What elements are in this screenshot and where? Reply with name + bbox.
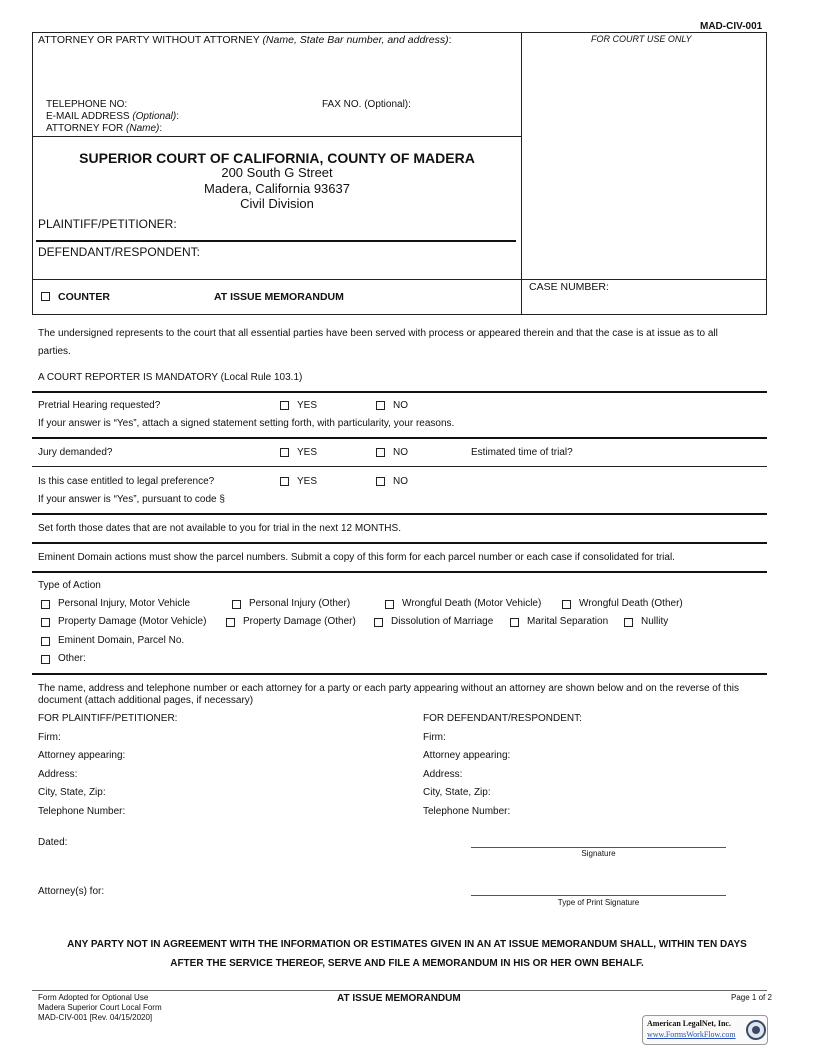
rule-4	[32, 513, 767, 515]
court-division: Civil Division	[240, 196, 314, 211]
trial-estimate-label: Estimated time of trial?	[471, 447, 573, 458]
footer-page: Page 1 of 2	[731, 993, 772, 1002]
rule-6	[32, 571, 767, 573]
footer-title: AT ISSUE MEMORANDUM	[337, 993, 461, 1004]
print-signature-line[interactable]	[471, 895, 726, 896]
caption-right-border	[766, 32, 767, 315]
attorney-for-label: ATTORNEY FOR (Name):	[46, 123, 163, 134]
defendant-label: DEFENDANT/RESPONDENT:	[38, 245, 201, 259]
attorneys-for-label: Attorney(s) for:	[38, 886, 105, 897]
eminent-domain-label: Eminent Domain, Parcel No.	[58, 635, 185, 646]
pretrial-no-label: NO	[393, 400, 408, 411]
pd-other-label: Property Damage (Other)	[243, 616, 356, 627]
pretrial-no-checkbox[interactable]	[376, 401, 385, 410]
defendant-phone-label: Telephone Number:	[423, 806, 511, 817]
parties-intro: The name, address and telephone number or each attorney for a party or each party appearing without an attorney are shown below and on the reverse of this document (attach additional pages, if necessary)	[38, 683, 739, 706]
wd-motor-vehicle-checkbox[interactable]	[385, 600, 394, 609]
defendant-attorney-label: Attorney appearing:	[423, 750, 511, 761]
plaintiff-block-title: FOR PLAINTIFF/PETITIONER:	[38, 713, 178, 724]
footer-rev: MAD-CIV-001 [Rev. 04/15/2020]	[38, 1013, 153, 1022]
wd-other-checkbox[interactable]	[562, 600, 571, 609]
pi-motor-vehicle-label: Personal Injury, Motor Vehicle	[58, 598, 191, 609]
memo-title: AT ISSUE MEMORANDUM	[214, 291, 344, 303]
jury-no-checkbox[interactable]	[376, 448, 385, 457]
caption-bottom-border	[32, 314, 767, 315]
preference-note: If your answer is “Yes”, pursuant to code §	[38, 494, 225, 505]
jury-no-label: NO	[393, 447, 408, 458]
rule-2	[32, 437, 767, 439]
rule-1	[32, 391, 767, 393]
nullity-label: Nullity	[641, 616, 669, 627]
pd-motor-vehicle-label: Property Damage (Motor Vehicle)	[58, 616, 207, 627]
preference-no-label: NO	[393, 476, 408, 487]
counter-checkbox[interactable]	[41, 292, 50, 301]
attorney-box-bottom	[32, 136, 522, 137]
defendant-firm-label: Firm:	[423, 732, 446, 743]
attorney-header: ATTORNEY OR PARTY WITHOUT ATTORNEY (Name, State Bar number, and address):	[38, 34, 452, 46]
eminent-domain-notice: Eminent Domain actions must show the parcel numbers. Submit a copy of this form for each parcel number or each case if consolidated for trial.	[38, 552, 675, 563]
pi-other-checkbox[interactable]	[232, 600, 241, 609]
legalnet-logo[interactable]	[642, 1015, 768, 1045]
logo-globe-icon	[745, 1019, 767, 1041]
warning-line-2: AFTER THE SERVICE THEREOF, SERVE AND FILE A MEMORANDUM IN HIS OR HER OWN BEHALF.	[170, 958, 644, 969]
counter-label: COUNTER	[58, 291, 110, 303]
plaintiff-label: PLAINTIFF/PETITIONER:	[38, 217, 177, 231]
preference-yes-label: YES	[297, 476, 318, 487]
intro-line-2: parties.	[38, 346, 71, 357]
pi-other-label: Personal Injury (Other)	[249, 598, 351, 609]
marital-separation-label: Marital Separation	[527, 616, 609, 627]
defendant-city-label: City, State, Zip:	[423, 787, 491, 798]
eminent-domain-checkbox[interactable]	[41, 637, 50, 646]
court-city: Madera, California 93637	[204, 181, 350, 196]
defendant-block-title: FOR DEFENDANT/RESPONDENT:	[423, 713, 582, 724]
footer-local: Madera Superior Court Local Form	[38, 1003, 162, 1012]
wd-motor-vehicle-label: Wrongful Death (Motor Vehicle)	[402, 598, 542, 609]
signature-line[interactable]	[471, 847, 726, 848]
type-of-action-label: Type of Action	[38, 580, 101, 591]
pd-motor-vehicle-checkbox[interactable]	[41, 618, 50, 627]
wd-other-label: Wrongful Death (Other)	[579, 598, 683, 609]
intro-line-1: The undersigned represents to the court that all essential parties have been served with process or appeared therein and that the case is at issue as to all	[38, 328, 718, 339]
rule-5	[32, 542, 767, 544]
pd-other-checkbox[interactable]	[226, 618, 235, 627]
pretrial-question: Pretrial Hearing requested?	[38, 400, 161, 411]
pretrial-yes-checkbox[interactable]	[280, 401, 289, 410]
email-label: E-MAIL ADDRESS (Optional):	[46, 111, 180, 122]
fax-label: FAX NO. (Optional):	[322, 99, 411, 110]
reporter-notice: A COURT REPORTER IS MANDATORY (Local Rule 103.1)	[38, 372, 303, 383]
rule-3	[32, 466, 767, 467]
court-use-label: FOR COURT USE ONLY	[591, 34, 692, 44]
dated-label: Dated:	[38, 837, 68, 848]
nullity-checkbox[interactable]	[624, 618, 633, 627]
plaintiff-address-label: Address:	[38, 769, 78, 780]
form-id: MAD-CIV-001	[700, 21, 763, 32]
court-box-bottom	[32, 279, 767, 280]
other-label: Other:	[58, 653, 86, 664]
caption-top-border	[32, 32, 767, 33]
plaintiff-firm-label: Firm:	[38, 732, 61, 743]
party-divider	[36, 240, 516, 242]
unavailable-dates: Set forth those dates that are not available to you for trial in the next 12 MONTHS.	[38, 523, 401, 534]
defendant-address-label: Address:	[423, 769, 463, 780]
jury-question: Jury demanded?	[38, 447, 113, 458]
logo-line-2: www.FormsWorkFlow.com	[647, 1030, 736, 1039]
jury-yes-label: YES	[297, 447, 318, 458]
plaintiff-city-label: City, State, Zip:	[38, 787, 106, 798]
rule-7	[32, 673, 767, 675]
pretrial-note: If your answer is “Yes”, attach a signed statement setting forth, with particularity, your reasons.	[38, 418, 455, 429]
plaintiff-attorney-label: Attorney appearing:	[38, 750, 126, 761]
telephone-label: TELEPHONE NO:	[46, 99, 128, 110]
jury-yes-checkbox[interactable]	[280, 448, 289, 457]
plaintiff-phone-label: Telephone Number:	[38, 806, 126, 817]
marital-separation-checkbox[interactable]	[510, 618, 519, 627]
preference-no-checkbox[interactable]	[376, 477, 385, 486]
print-signature-caption: Type of Print Signature	[557, 898, 640, 907]
preference-yes-checkbox[interactable]	[280, 477, 289, 486]
court-street: 200 South G Street	[221, 165, 333, 180]
pi-motor-vehicle-checkbox[interactable]	[41, 600, 50, 609]
court-name: SUPERIOR COURT OF CALIFORNIA, COUNTY OF MADERA	[79, 150, 475, 166]
preference-question: Is this case entitled to legal preference?	[38, 476, 215, 487]
case-number-label: CASE NUMBER:	[529, 281, 609, 293]
footer-adopted: Form Adopted for Optional Use	[38, 993, 149, 1002]
dissolution-label: Dissolution of Marriage	[391, 616, 494, 627]
signature-caption: Signature	[581, 849, 616, 858]
warning-line-1: ANY PARTY NOT IN AGREEMENT WITH THE INFORMATION OR ESTIMATES GIVEN IN AN AT ISSUE MEMORANDUM SHALL, WITHIN TEN DAYS	[67, 939, 747, 950]
dissolution-checkbox[interactable]	[374, 618, 383, 627]
other-checkbox[interactable]	[41, 655, 50, 664]
footer-rule	[32, 990, 767, 991]
pretrial-yes-label: YES	[297, 400, 318, 411]
logo-line-1: American LegalNet, Inc.	[647, 1019, 731, 1028]
